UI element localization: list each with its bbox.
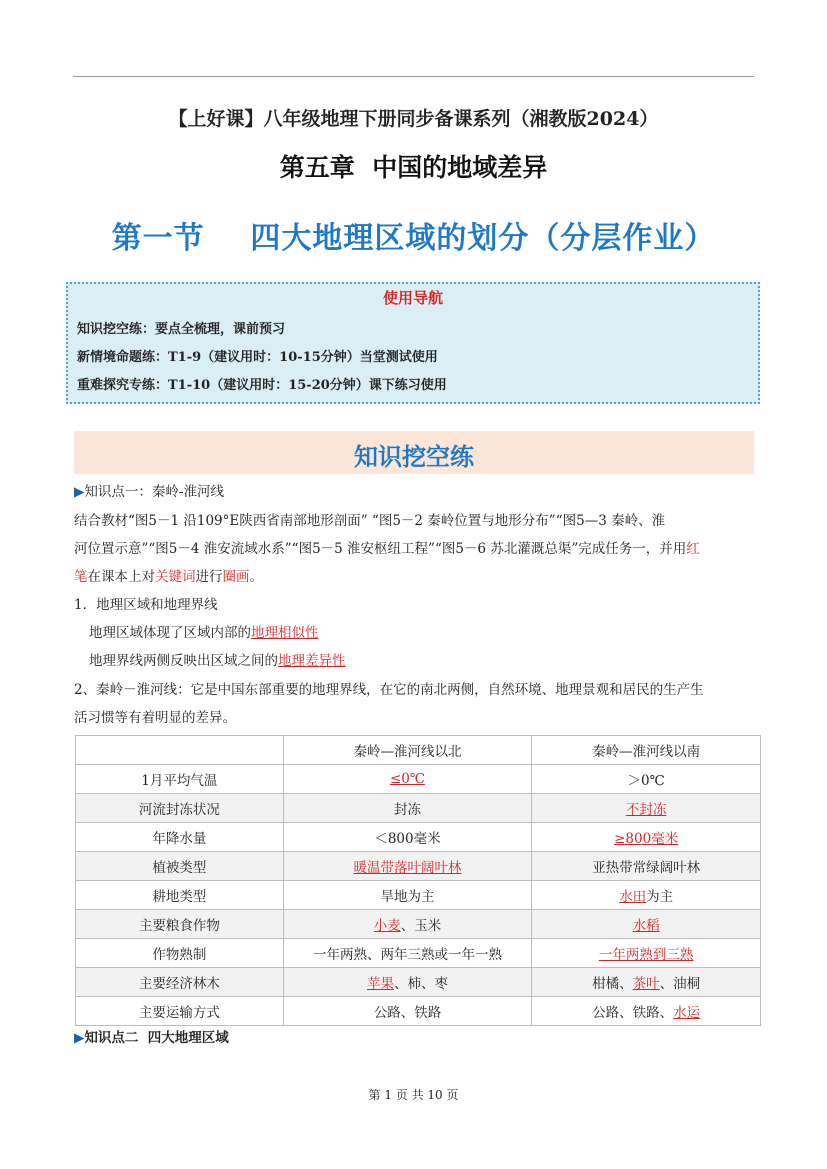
north-cell: 封冻 [283,794,532,823]
kp1-heading-text: 知识点一：秦岭-淮河线 [84,484,224,500]
chapter-title: 第五章 中国的地域差异 [279,153,548,182]
south-cell: 亚热带常绿阔叶林 [532,852,761,881]
kp1-para-line1: 结合教材“图5－1 沿109°E陕西省南部地形剖面” “图5－2 秦岭位置与地形分布”“图5—3 秦岭、淮 [74,513,666,529]
table-row [76,968,761,997]
triangle-bullet-icon: ▶ [74,484,85,500]
north-cell: ≤0℃ [283,765,532,794]
answer-difference: 地理差异性 [278,653,346,669]
usage-guide-box [66,282,760,404]
south-cell: 公路、铁路、水运 [532,997,761,1026]
item2-paragraph: 2、秦岭－淮河线：它是中国东部重要的地理界线，在它的南北两侧，自然环境、地理景观和居民的生产生 活习惯等有着明显的差异。 [74,682,704,726]
item1-title: 1．地理区域和地理界线 [74,597,218,613]
south-cell: 水田为主 [532,881,761,910]
table-row [76,997,761,1026]
answer-similarity: 地理相似性 [251,625,319,641]
south-cell: 水稻 [532,910,761,939]
triangle-bullet-icon: ▶ [74,1030,85,1046]
guide-line-3: 重难探究专练：T1-10（建议用时：15-20分钟）课下练习使用 [77,378,447,393]
page-footer: 第 1 页 共 10 页 [368,1088,459,1102]
kp2-heading-text: 知识点二 四大地理区域 [84,1030,229,1046]
row-label: 河流封冻状况 [76,794,284,823]
north-cell: 暖温带落叶阔叶林 [283,852,532,881]
comparison-table [75,735,761,1026]
north-cell: 旱地为主 [283,881,532,910]
row-label: 植被类型 [76,852,284,881]
table-row [76,852,761,881]
south-cell: 柑橘、茶叶、油桐 [532,968,761,997]
table-row [76,910,761,939]
north-cell: ＜800毫米 [283,823,532,852]
kp1-para-line2: 河位置示意”“图5－4 淮安流域水系”“图5－5 淮安枢纽工程”“图5－6 苏北灌溉总渠”完成任务一，并用红 [74,541,700,557]
banner-title: 知识挖空练 [354,443,474,471]
kp1-paragraph [74,507,764,591]
north-cell: 苹果、柿、枣 [283,968,532,997]
north-cell: 小麦、玉米 [283,910,532,939]
row-label: 作物熟制 [76,939,284,968]
row-label: 主要粮食作物 [76,910,284,939]
north-cell: 公路、铁路 [283,997,532,1026]
table-row [76,939,761,968]
row-label: 1月平均气温 [76,765,284,794]
series-title: 【上好课】八年级地理下册同步备课系列（湘教版2024） [168,108,659,130]
kp2-heading [74,1024,758,1052]
kp1-heading [74,478,758,506]
row-label: 年降水量 [76,823,284,852]
row-label: 耕地类型 [76,881,284,910]
section-banner [74,431,754,474]
guide-line-1: 知识挖空练：要点全梳理，课前预习 [77,322,286,337]
item1-line1: 地理区域体现了区域内部的地理相似性 [89,625,319,641]
header-cell: 秦岭—淮河线以北 [283,736,532,765]
header-rule [73,76,754,77]
south-cell: 一年两熟到三熟 [532,939,761,968]
row-label: 主要经济林木 [76,968,284,997]
item1-line2: 地理界线两侧反映出区域之间的地理差异性 [89,653,346,669]
table-row [76,881,761,910]
table-row [76,794,761,823]
header-cell [76,736,284,765]
south-cell: 不封冻 [532,794,761,823]
table-header-row [76,736,761,765]
section-title: 第一节 四大地理区域的划分（分层作业） [111,221,716,256]
guide-title: 使用导航 [382,289,443,307]
north-cell: 一年两熟、两年三熟或一年一熟 [283,939,532,968]
south-cell: ＞0℃ [532,765,761,794]
kp1-para-line3: 笔在课本上对关键词进行圈画。 [74,569,263,585]
header-cell: 秦岭—淮河线以南 [532,736,761,765]
row-label: 主要运输方式 [76,997,284,1026]
table-row [76,823,761,852]
south-cell: ≥800毫米 [532,823,761,852]
guide-line-2: 新情境命题练：T1-9（建议用时：10-15分钟）当堂测试使用 [77,350,438,365]
table-row [76,765,761,794]
